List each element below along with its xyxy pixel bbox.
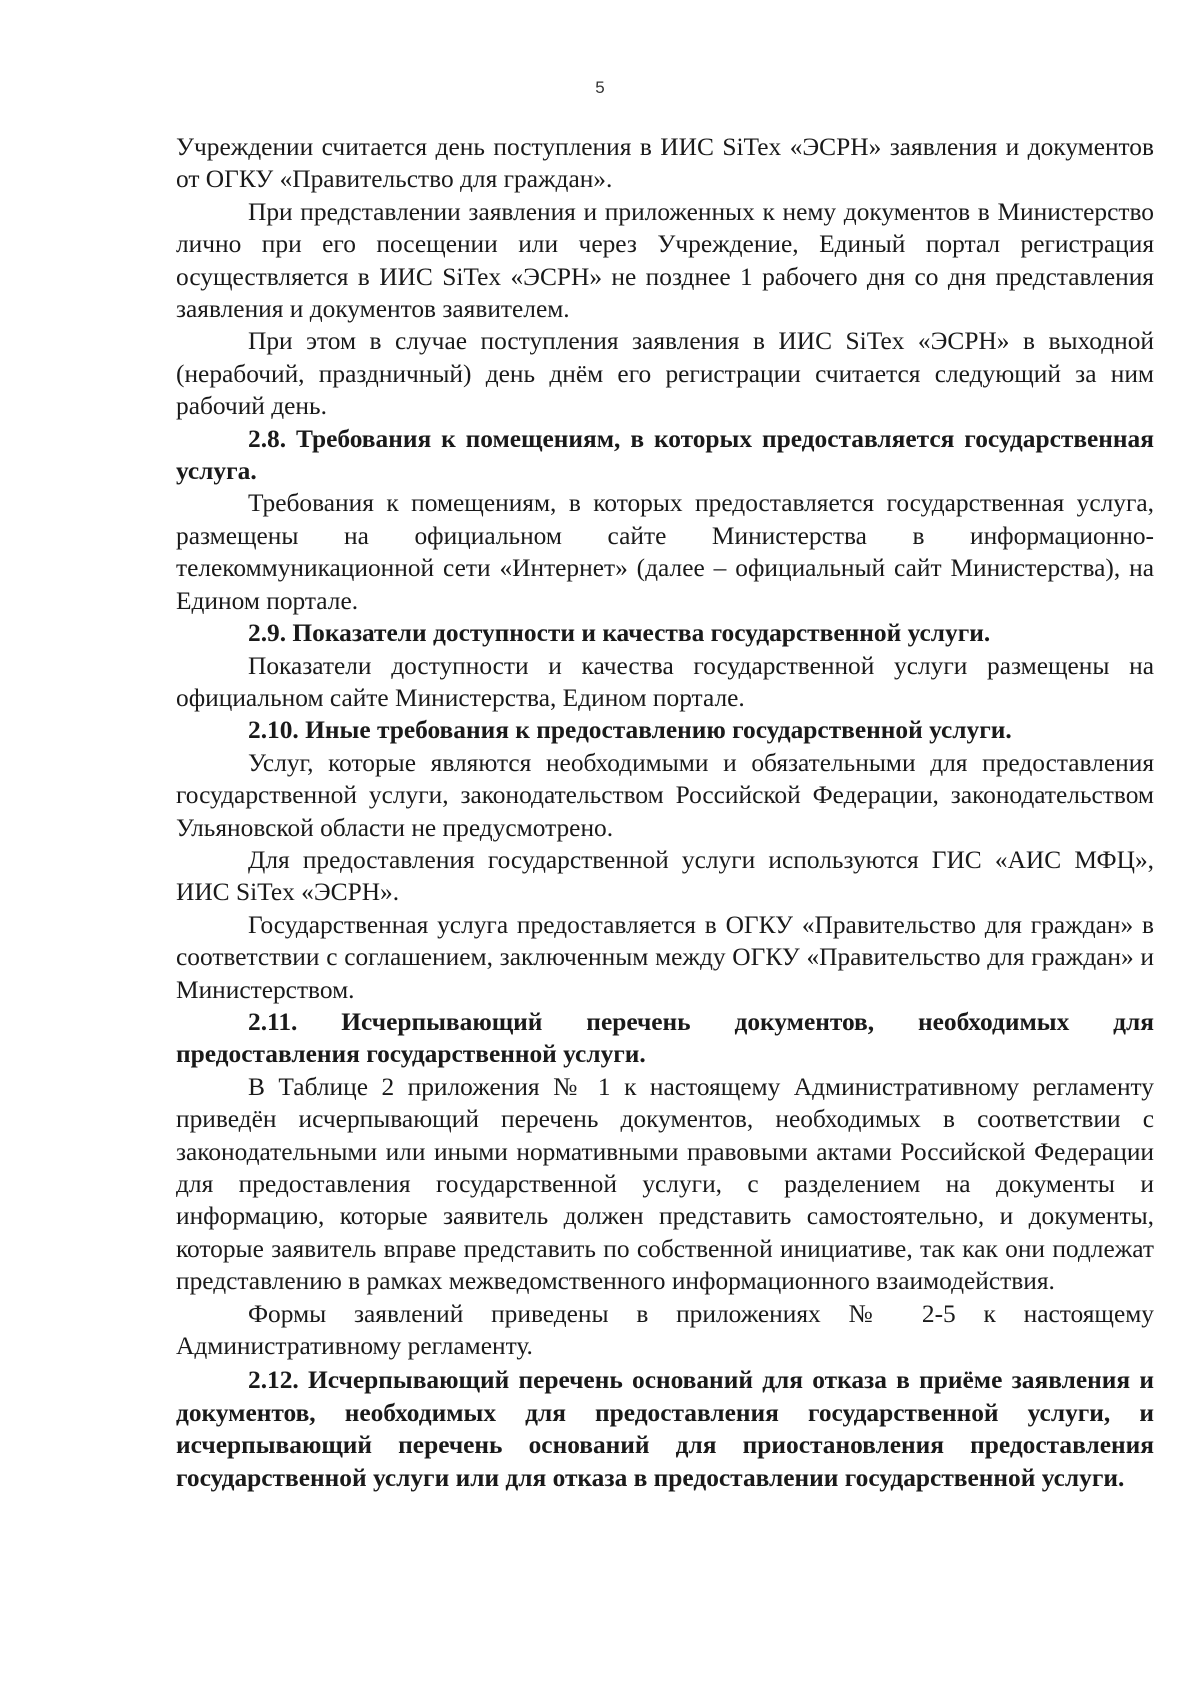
paragraph-application-forms: Формы заявлений приведены в приложениях № 2-5 к настоящему Административному регламенту.	[176, 1299, 1154, 1361]
paragraph-required-services: Услуг, которые являются необходимыми и обязательными для предоставления государственной услуги, законодательством Российской Федерации, законодательством Ульяновской области не предусмотрено.	[176, 748, 1154, 842]
paragraph-service-provision-agreement: Государственная услуга предоставляется в ОГКУ «Правительство для граждан» в соответствии с соглашением, заключенным между ОГКУ «Правительство для граждан» и Министерством.	[176, 910, 1154, 1004]
paragraph-accessibility-indicators: Показатели доступности и качества государственной услуги размещены на официальном сайте Министерства, Едином портале.	[176, 651, 1154, 712]
paragraph-documents-list: В Таблице 2 приложения № 1 к настоящему Административному регламенту приведён исчерпывающий перечень документов, необходимых в соответствии с законодательными или иными нормативными правовыми актами Российской Федерации для предоставления государственной услуги, с разделением на документы и информацию, которые заявитель должен представить самостоятельно, и документы, которые заявитель вправе представить по собственной инициативе, так как они подлежат представлению в рамках межведомственного информационного взаимодействия.	[176, 1072, 1154, 1296]
section-heading-2-9: 2.9. Показатели доступности и качества государственной услуги.	[248, 619, 991, 648]
paragraph-information-systems: Для предоставления государственной услуги используются ГИС «АИС МФЦ», ИИС SiTex «ЭСРН».	[176, 845, 1154, 907]
document-body	[176, 131, 1154, 1494]
paragraph-registration-ministry: При представлении заявления и приложенных к нему документов в Министерство лично при его посещении или через Учреждение, Единый портал регистрация осуществляется в ИИС SiTex «ЭСРН» не позднее 1 рабочего дня со дня представления заявления и документов заявителем.	[176, 197, 1154, 324]
section-heading-2-12: 2.12. Исчерпывающий перечень оснований для отказа в приёме заявления и документов, необходимых для предоставления государственной услуги, и исчерпывающий перечень оснований для приостановления предоставления государственной услуги или для отказа в предоставлении государственной услуги.	[176, 1366, 1154, 1492]
section-heading-2-11: 2.11. Исчерпывающий перечень документов, необходимых для предоставления государственной услуги.	[176, 1007, 1154, 1069]
paragraph-premises-requirements: Требования к помещениям, в которых предоставляется государственная услуга, размещены на официальном сайте Министерства в информационно-телекоммуникационной сети «Интернет» (далее – официальный сайт Министерства), на Едином портале.	[176, 489, 1154, 615]
paragraph-continuation: Учреждении считается день поступления в ИИС SiTex «ЭСРН» заявления и документов от ОГКУ «Правительство для граждан».	[176, 133, 1154, 194]
paragraph-registration-holiday: При этом в случае поступления заявления в ИИС SiTex «ЭСРН» в выходной (нерабочий, праздничный) день днём его регистрации считается следующий за ним рабочий день.	[176, 327, 1154, 421]
page-number: 5	[595, 78, 605, 97]
section-heading-2-8: 2.8. Требования к помещениям, в которых предоставляется государственная услуга.	[176, 424, 1154, 486]
section-heading-2-10: 2.10. Иные требования к предоставлению государственной услуги.	[248, 716, 1012, 745]
